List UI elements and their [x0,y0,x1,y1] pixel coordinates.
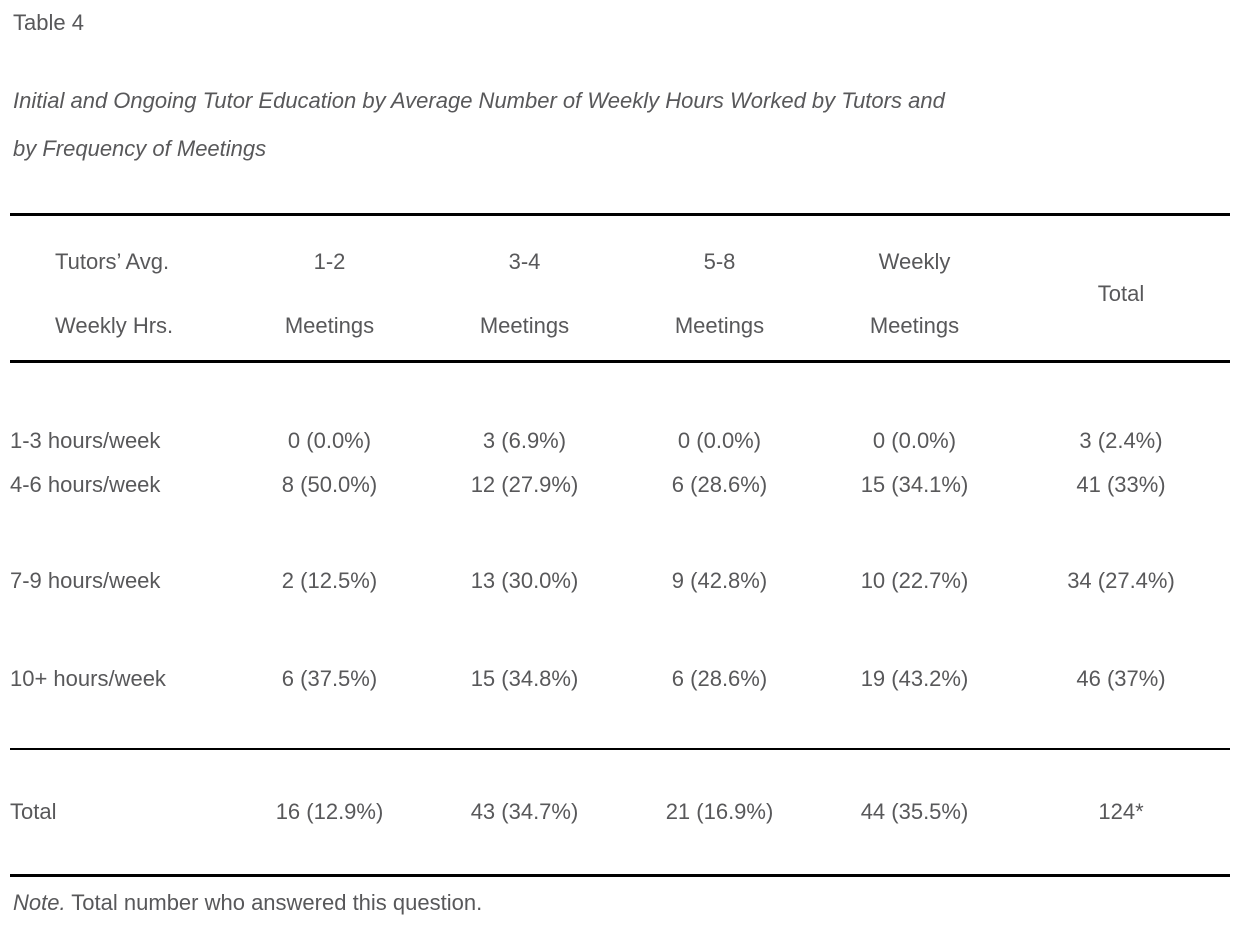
column-header-line: Meetings [674,313,765,338]
table-cell: 0 (0.0%) [872,428,957,453]
table-body [10,362,1230,876]
column-header-line: Weekly [878,249,951,274]
table-cell: 6 (28.6%) [671,666,768,691]
table-cell: 8 (50.0%) [281,472,378,497]
table-cell: 6 (37.5%) [281,666,378,691]
table-cell: 44 (35.5%) [817,749,1012,876]
table-cell: 16 (12.9%) [232,749,427,876]
note-text: Total number who answered this question. [65,890,483,915]
table-total-row [10,749,1230,876]
table-number-label: Table 4 [13,10,84,35]
table-caption-line-1: Initial and Ongoing Tutor Education by Average Number of Weekly Hours Worked by Tutors and [13,88,945,113]
column-header-line: Meetings [869,313,960,338]
column-header-total [1012,215,1230,362]
column-header-line: Meetings [479,313,570,338]
column-header-row-labels [10,215,232,362]
table-cell: 19 (43.2%) [860,666,969,691]
table-note [13,890,1236,915]
column-header-weekly-meetings [817,215,1012,362]
row-label: 10+ hours/week [10,666,166,691]
column-header-1-2-meetings [232,215,427,362]
table-cell: 0 (0.0%) [287,428,372,453]
table-cell: 3 (2.4%) [1079,428,1163,453]
note-prefix: Note. [13,890,66,915]
column-header-line: Total [1097,281,1145,306]
total-row-label: Total [10,749,232,876]
row-label: 1-3 hours/week [10,428,161,453]
table-header [10,215,1230,362]
table-row [10,507,1230,603]
table-cell: 21 (16.9%) [622,749,817,876]
table-cell: 10 (22.7%) [860,568,969,593]
table-cell: 12 (27.9%) [470,472,579,497]
column-header-line: Tutors’ Avg. [55,249,170,274]
column-header-line: 5-8 [703,249,736,274]
table-cell: 41 (33%) [1076,472,1166,497]
table-cell: 3 (6.9%) [482,428,567,453]
row-label: 4-6 hours/week [10,472,161,497]
header-row [10,215,1230,362]
column-header-line: 1-2 [313,249,346,274]
table-cell: 124* [1012,749,1230,876]
table-row [10,463,1230,507]
table-cell: 43 (34.7%) [427,749,622,876]
table-cell: 15 (34.1%) [860,472,969,497]
row-label: 7-9 hours/week [10,568,161,593]
column-header-line: 3-4 [508,249,541,274]
table-cell: 13 (30.0%) [470,568,579,593]
table-caption [13,77,1236,173]
column-header-5-8-meetings [622,215,817,362]
table-row [10,603,1230,749]
column-header-line: Meetings [284,313,375,338]
column-header-3-4-meetings [427,215,622,362]
table-cell: 46 (37%) [1076,666,1166,691]
table-cell: 9 (42.8%) [671,568,768,593]
table-cell: 0 (0.0%) [677,428,762,453]
table-caption-line-2: by Frequency of Meetings [13,136,267,161]
table-cell: 34 (27.4%) [1067,568,1175,593]
column-header-line: Weekly Hrs. [55,313,174,338]
table-cell: 2 (12.5%) [281,568,378,593]
table-row [10,362,1230,464]
data-table [10,213,1230,877]
table-cell: 15 (34.8%) [470,666,579,691]
table-cell: 6 (28.6%) [671,472,768,497]
